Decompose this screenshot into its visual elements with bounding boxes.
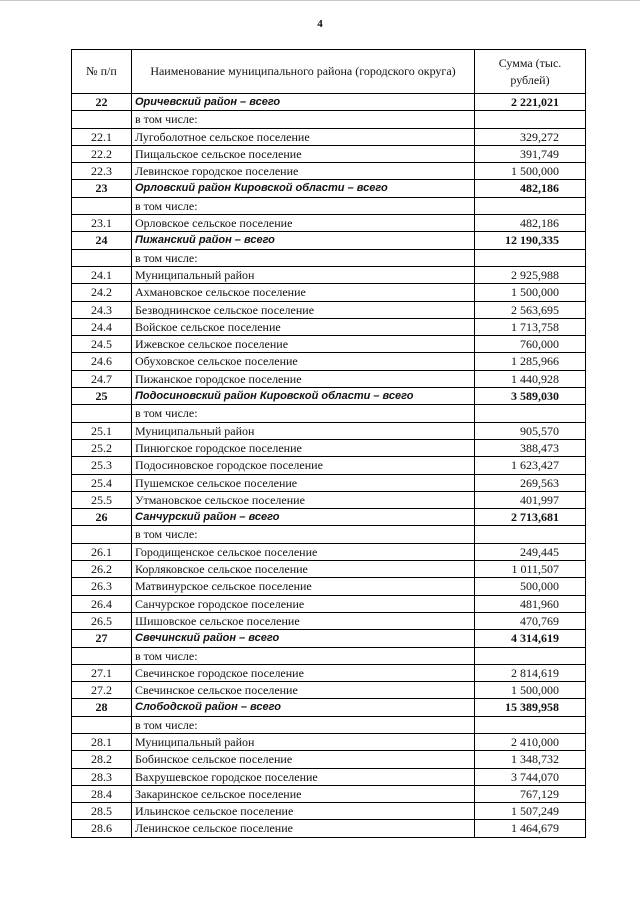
table-row: [72, 266, 586, 283]
cell-num: 26.3: [72, 578, 132, 595]
cell-sum: [475, 405, 586, 422]
table-row: [72, 336, 586, 353]
cell-num: 28.6: [72, 820, 132, 837]
cell-sum: 15 389,958: [475, 699, 586, 716]
cell-name: Орловское сельское поселение: [132, 215, 475, 232]
cell-name: Санчурское городское поселение: [132, 595, 475, 612]
cell-sum: 1 500,000: [475, 682, 586, 699]
cell-num: [72, 716, 132, 733]
cell-name: Утмановское сельское поселение: [132, 491, 475, 508]
table-row: [72, 128, 586, 145]
cell-name: Матвинурское сельское поселение: [132, 578, 475, 595]
column-header-name: Наименование муниципального района (городского округа): [132, 50, 475, 94]
table-row: [72, 526, 586, 543]
cell-name: Пинюгское городское поселение: [132, 439, 475, 456]
cell-name: Слободской район – всего: [132, 699, 475, 716]
cell-name: в том числе:: [132, 405, 475, 422]
cell-num: 25.4: [72, 474, 132, 491]
cell-sum: 482,186: [475, 180, 586, 197]
cell-sum: 1 348,732: [475, 751, 586, 768]
cell-sum: 482,186: [475, 215, 586, 232]
cell-name: Ахмановское сельское поселение: [132, 284, 475, 301]
cell-name: в том числе:: [132, 716, 475, 733]
cell-num: [72, 111, 132, 128]
cell-sum: 329,272: [475, 128, 586, 145]
cell-sum: 249,445: [475, 543, 586, 560]
table-body: [72, 94, 586, 838]
table-row: [72, 163, 586, 180]
table-row: [72, 457, 586, 474]
cell-num: 24.3: [72, 301, 132, 318]
table-row: [72, 353, 586, 370]
cell-sum: 2 713,681: [475, 509, 586, 526]
table-row: [72, 733, 586, 750]
cell-name: Санчурский район – всего: [132, 509, 475, 526]
cell-name: Подосиновский район Кировской области – всего: [132, 388, 475, 405]
column-header-sum: Сумма (тыс. рублей): [475, 50, 586, 94]
cell-num: 26.5: [72, 612, 132, 629]
table-row: [72, 491, 586, 508]
cell-num: 28.5: [72, 803, 132, 820]
cell-name: в том числе:: [132, 197, 475, 214]
table-row: [72, 422, 586, 439]
cell-num: 24: [72, 232, 132, 249]
table-row: [72, 474, 586, 491]
cell-num: 26.4: [72, 595, 132, 612]
cell-sum: 401,997: [475, 491, 586, 508]
table-row: [72, 197, 586, 214]
district-total-row: [72, 388, 586, 405]
cell-name: Ижевское сельское поселение: [132, 336, 475, 353]
table-row: [72, 751, 586, 768]
cell-num: [72, 249, 132, 266]
cell-sum: 905,570: [475, 422, 586, 439]
cell-sum: 3 744,070: [475, 768, 586, 785]
cell-name: Орловский район Кировской области – всего: [132, 180, 475, 197]
cell-num: 26: [72, 509, 132, 526]
cell-sum: 2 814,619: [475, 664, 586, 681]
table-row: [72, 249, 586, 266]
cell-sum: 760,000: [475, 336, 586, 353]
cell-num: [72, 197, 132, 214]
table-row: [72, 820, 586, 837]
cell-num: 24.1: [72, 266, 132, 283]
table-row: [72, 318, 586, 335]
table-row: [72, 301, 586, 318]
cell-sum: [475, 526, 586, 543]
cell-sum: 12 190,335: [475, 232, 586, 249]
table-row: [72, 647, 586, 664]
cell-sum: 767,129: [475, 785, 586, 802]
cell-num: 27.1: [72, 664, 132, 681]
cell-num: 23: [72, 180, 132, 197]
cell-sum: 500,000: [475, 578, 586, 595]
district-total-row: [72, 699, 586, 716]
table-row: [72, 370, 586, 387]
cell-num: 28.4: [72, 785, 132, 802]
district-total-row: [72, 180, 586, 197]
cell-name: Ильинское сельское поселение: [132, 803, 475, 820]
cell-name: Корляковское сельское поселение: [132, 561, 475, 578]
cell-num: [72, 405, 132, 422]
table-row: [72, 768, 586, 785]
cell-sum: [475, 647, 586, 664]
cell-num: 24.2: [72, 284, 132, 301]
cell-sum: 3 589,030: [475, 388, 586, 405]
cell-name: Обуховское сельское поселение: [132, 353, 475, 370]
cell-name: Ленинское сельское поселение: [132, 820, 475, 837]
district-total-row: [72, 94, 586, 111]
cell-num: 25: [72, 388, 132, 405]
cell-name: Пищальское сельское поселение: [132, 145, 475, 162]
cell-num: 22.1: [72, 128, 132, 145]
district-total-row: [72, 509, 586, 526]
cell-num: 27.2: [72, 682, 132, 699]
cell-num: 22: [72, 94, 132, 111]
page-number: 4: [317, 18, 323, 30]
cell-name: Бобинское сельское поселение: [132, 751, 475, 768]
cell-sum: 2 221,021: [475, 94, 586, 111]
budget-table: [71, 49, 586, 838]
cell-name: Свечинское городское поселение: [132, 664, 475, 681]
district-total-row: [72, 630, 586, 647]
cell-name: Вахрушевское городское поселение: [132, 768, 475, 785]
cell-sum: 1 713,758: [475, 318, 586, 335]
column-header-num: № п/п: [72, 50, 132, 94]
table-row: [72, 284, 586, 301]
cell-sum: 1 440,928: [475, 370, 586, 387]
cell-num: [72, 526, 132, 543]
table-row: [72, 145, 586, 162]
cell-name: в том числе:: [132, 526, 475, 543]
cell-num: 25.5: [72, 491, 132, 508]
cell-num: 28: [72, 699, 132, 716]
cell-sum: 1 500,000: [475, 284, 586, 301]
cell-name: Свечинское сельское поселение: [132, 682, 475, 699]
table-header-row: [72, 50, 586, 94]
table-row: [72, 215, 586, 232]
cell-num: 25.3: [72, 457, 132, 474]
cell-sum: 269,563: [475, 474, 586, 491]
cell-sum: [475, 197, 586, 214]
cell-name: Муниципальный район: [132, 422, 475, 439]
cell-num: 24.4: [72, 318, 132, 335]
table-row: [72, 439, 586, 456]
cell-name: Левинское городское поселение: [132, 163, 475, 180]
cell-sum: 4 314,619: [475, 630, 586, 647]
cell-num: [72, 647, 132, 664]
table-row: [72, 716, 586, 733]
cell-num: 28.1: [72, 733, 132, 750]
cell-name: Пушемское сельское поселение: [132, 474, 475, 491]
cell-name: Безводнинское сельское поселение: [132, 301, 475, 318]
cell-sum: 1 011,507: [475, 561, 586, 578]
cell-sum: 481,960: [475, 595, 586, 612]
cell-sum: 2 925,988: [475, 266, 586, 283]
table-row: [72, 405, 586, 422]
cell-sum: 1 464,679: [475, 820, 586, 837]
cell-sum: 1 500,000: [475, 163, 586, 180]
cell-name: Пижанское городское поселение: [132, 370, 475, 387]
top-rule: [0, 0, 640, 1]
table-row: [72, 561, 586, 578]
cell-num: 24.5: [72, 336, 132, 353]
cell-num: 28.2: [72, 751, 132, 768]
cell-num: 27: [72, 630, 132, 647]
cell-sum: [475, 111, 586, 128]
cell-name: в том числе:: [132, 249, 475, 266]
cell-name: Пижанский район – всего: [132, 232, 475, 249]
table-row: [72, 543, 586, 560]
cell-num: 26.1: [72, 543, 132, 560]
table-row: [72, 664, 586, 681]
table-row: [72, 682, 586, 699]
cell-name: Муниципальный район: [132, 733, 475, 750]
cell-num: 26.2: [72, 561, 132, 578]
cell-sum: 470,769: [475, 612, 586, 629]
cell-num: 25.1: [72, 422, 132, 439]
cell-name: Городищенское сельское поселение: [132, 543, 475, 560]
cell-num: 28.3: [72, 768, 132, 785]
district-total-row: [72, 232, 586, 249]
cell-num: 25.2: [72, 439, 132, 456]
table-row: [72, 803, 586, 820]
cell-sum: [475, 249, 586, 266]
cell-name: Войское сельское поселение: [132, 318, 475, 335]
cell-sum: 1 285,966: [475, 353, 586, 370]
cell-sum: 1 623,427: [475, 457, 586, 474]
table-row: [72, 595, 586, 612]
cell-name: Свечинский район – всего: [132, 630, 475, 647]
cell-sum: 391,749: [475, 145, 586, 162]
cell-name: в том числе:: [132, 647, 475, 664]
cell-num: 23.1: [72, 215, 132, 232]
cell-sum: 1 507,249: [475, 803, 586, 820]
cell-name: Лугоболотное сельское поселение: [132, 128, 475, 145]
cell-name: Закаринское сельское поселение: [132, 785, 475, 802]
cell-name: Подосиновское городское поселение: [132, 457, 475, 474]
cell-num: 24.6: [72, 353, 132, 370]
table-row: [72, 578, 586, 595]
cell-num: 24.7: [72, 370, 132, 387]
table-row: [72, 111, 586, 128]
cell-name: в том числе:: [132, 111, 475, 128]
cell-num: 22.3: [72, 163, 132, 180]
table-row: [72, 785, 586, 802]
cell-name: Муниципальный район: [132, 266, 475, 283]
table-row: [72, 612, 586, 629]
cell-sum: 2 410,000: [475, 733, 586, 750]
cell-sum: [475, 716, 586, 733]
cell-name: Оричевский район – всего: [132, 94, 475, 111]
cell-sum: 388,473: [475, 439, 586, 456]
cell-sum: 2 563,695: [475, 301, 586, 318]
cell-num: 22.2: [72, 145, 132, 162]
cell-name: Шишовское сельское поселение: [132, 612, 475, 629]
